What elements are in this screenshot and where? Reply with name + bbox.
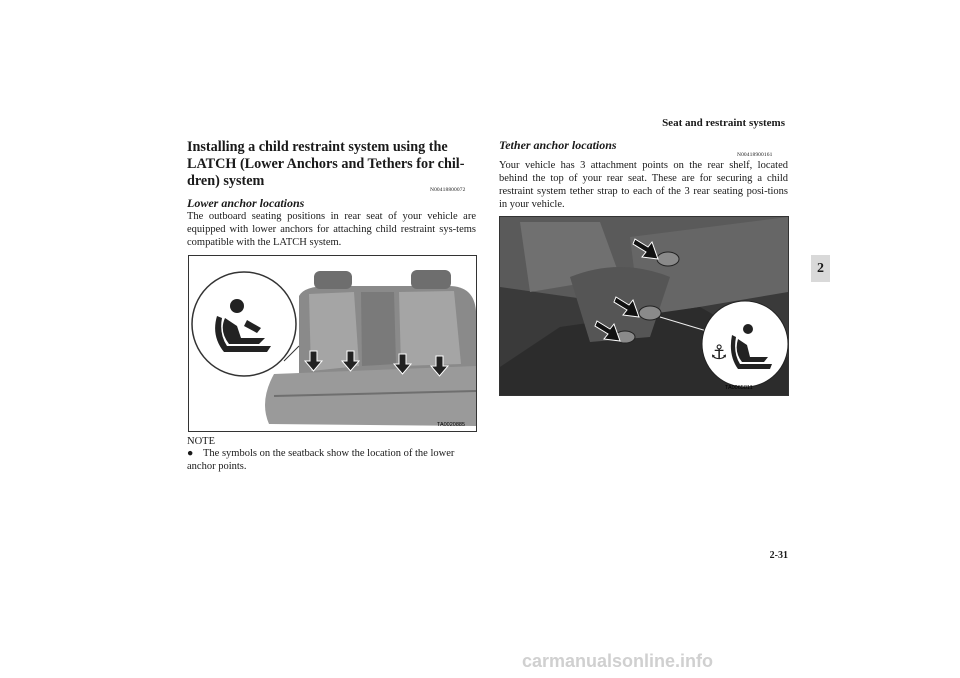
section-title: Installing a child restraint system using the LATCH (Lower Anchors and Tethers for chil-dren) system <box>187 139 465 189</box>
figure-code-1: TA0020885 <box>437 422 466 428</box>
rear-seat-illustration <box>189 256 476 431</box>
rear-shelf-illustration <box>500 217 788 395</box>
figure-rear-shelf <box>499 216 789 396</box>
section-code: N00418800072 <box>430 187 466 193</box>
running-header: Seat and restraint systems <box>662 117 785 129</box>
subtitle-lower-anchor: Lower anchor locations <box>187 196 305 210</box>
figure-rear-seat <box>188 255 477 432</box>
paragraph-lower-anchor: The outboard seating positions in rear seat of your vehicle are equipped with lower anchors for attaching child restraint sys-tems compatible with the LATCH system. <box>187 211 476 248</box>
note-bullet <box>187 447 476 473</box>
figure-code-2: TA0065811 <box>725 385 753 391</box>
subtitle-tether-anchor: Tether anchor locations <box>499 138 617 152</box>
svg-text:⚓: ⚓ <box>710 340 728 364</box>
footer-watermark: carmanualsonline.info <box>522 651 714 671</box>
paragraph-tether-anchor: Your vehicle has 3 attachment points on the rear shelf, located behind the top of your rear seat. These are for securing a child restraint system tether strap to each of the 3 rear seating posi-tions in your vehicle. <box>499 160 788 210</box>
note-text: The symbols on the seatback show the location of the lower anchor points. <box>187 448 455 472</box>
subtitle-code: N00418900161 <box>737 152 773 158</box>
page-number: 2-31 <box>769 550 788 561</box>
bullet-icon: ● <box>187 448 194 459</box>
chapter-tab-number: 2 <box>817 261 824 276</box>
note-label: NOTE <box>187 436 215 447</box>
